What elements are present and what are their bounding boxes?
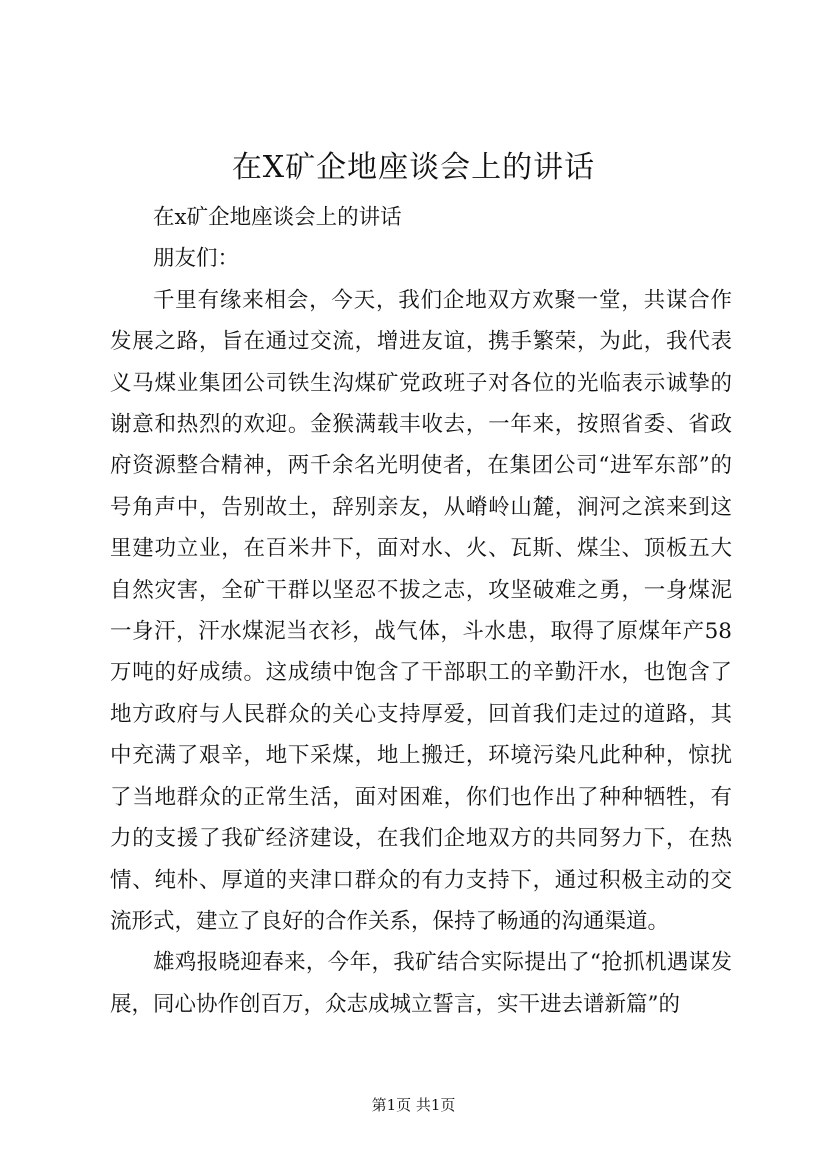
salutation-paragraph: 朋友们： <box>153 246 240 272</box>
body-paragraph: 雄鸡报晓迎春来，今年，我矿结合实际提出了“抢抓机遇谋发展，同心协作创百万，众志成城立誓言，实干进去谱新篇”的 <box>110 950 732 1017</box>
page-footer: 第1页 共1页 <box>371 1096 456 1114</box>
body-paragraph: 千里有缘来相会，今天，我们企地双方欢聚一堂，共谋合作发展之路，旨在通过交流，增进友谊，携手繁荣，为此，我代表义马煤业集团公司铁生沟煤矿党政班子对各位的光临表示诚挚的谢意和热烈的欢迎。金猴满载丰收去，一年来，按照省委、省政府资源整合精神，两千余名光明使者，在集团公司“进军东部”的号角声中，告别故土，辞别亲友，从嵴岭山麓，涧河之滨来到这里建功立业，在百米井下，面对水、火、瓦斯、煤尘、顶板五大自然灾害，全矿干群以坚忍不拔之志，攻坚破难之勇，一身煤泥一身汗，汗水煤泥当衣衫，战气体，斗水患，取得了原煤年产58万吨的好成绩。这成绩中饱含了干部职工的辛勤汗水，也饱含了地方政府与人民群众的关心支持厚爱，回首我们走过的道路，其中充满了艰辛，地下采煤，地上搬迁，环境污染凡此种种，惊扰了当地群众的正常生活，面对困难，你们也作出了种种牺牲，有力的支援了我矿经济建设，在我们企地双方的共同努力下，在热情、纯朴、厚道的夹津口群众的有力支持下，通过积极主动的交流形式，建立了良好的合作关系，保持了畅通的沟通渠道。 <box>110 287 732 934</box>
subtitle-paragraph: 在x矿企地座谈会上的讲话 <box>153 205 402 230</box>
document-title: 在X矿企地座谈会上的讲话 <box>231 150 596 185</box>
document-body <box>110 197 732 1025</box>
